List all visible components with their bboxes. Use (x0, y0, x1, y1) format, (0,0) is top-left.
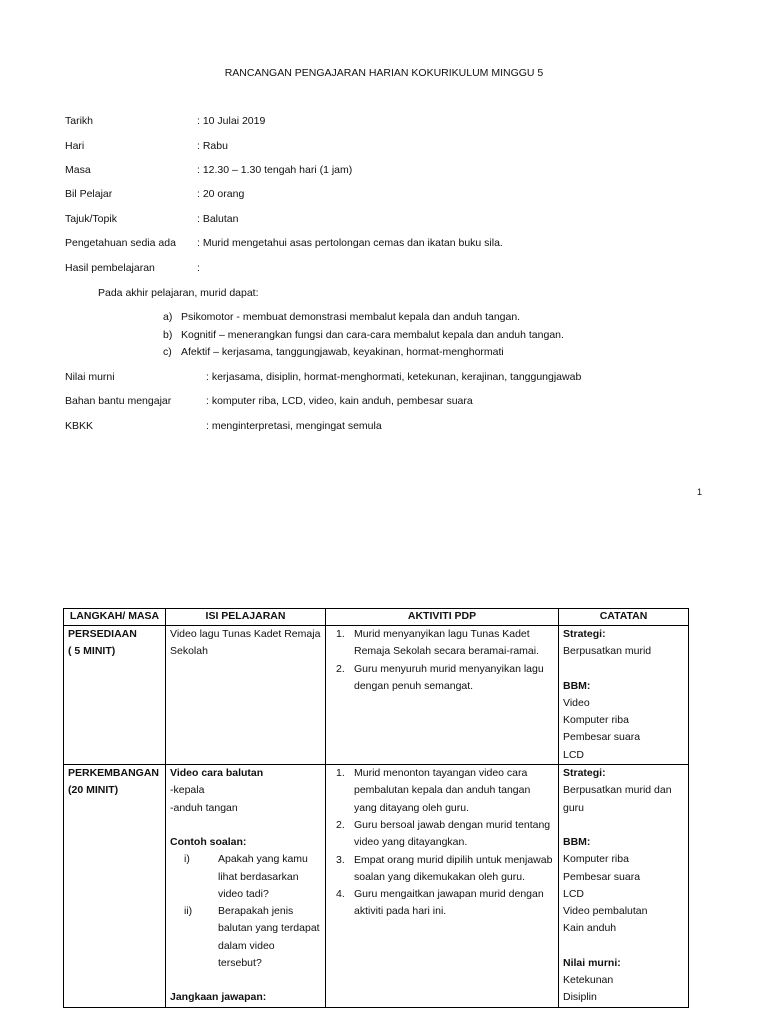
objective-marker: a) (163, 311, 173, 323)
content-cell (166, 765, 326, 1008)
objective-marker: b) (163, 329, 173, 341)
content-item: -kepala (170, 784, 205, 797)
values-label: Nilai murni: (563, 956, 621, 969)
field-kbkk-label: KBKK (65, 420, 94, 432)
item-number: 4. (336, 888, 345, 901)
header-notes: CATATAN (559, 609, 689, 626)
lesson-plan-table (63, 608, 689, 1008)
bbm-item: Komputer riba (563, 714, 629, 727)
header-activities: AKTIVITI PDP (326, 609, 559, 626)
field-topic-label: Tajuk/Topik (65, 213, 117, 225)
step-time: ( 5 MINIT) (68, 645, 116, 658)
strategy-label: Strategi: (563, 767, 606, 780)
item-number: 1. (336, 628, 345, 640)
field-day-value: : Rabu (197, 140, 228, 152)
values-item: Disiplin (563, 991, 597, 1004)
item-text: Empat orang murid dipilih untuk menjawab soalan yang dikemukakan oleh guru. (354, 853, 553, 883)
objective-item (163, 311, 520, 323)
bbm-item: Kain anduh (563, 922, 617, 935)
objectives-intro: Pada akhir pelajaran, murid dapat: (98, 287, 259, 299)
field-values-label: Nilai murni (65, 371, 115, 383)
activity-list (330, 626, 554, 695)
step-time: (20 MINIT) (68, 784, 119, 797)
item-number: 3. (336, 853, 345, 866)
item-number: 2. (336, 818, 345, 831)
bbm-item: Pembesar suara (563, 731, 641, 744)
item-number: 2. (336, 662, 345, 675)
objective-text: Psikomotor - membuat demonstrasi membalut kepala dan anduh tangan. (181, 311, 521, 323)
table-header-row (64, 609, 689, 626)
bbm-item: LCD (563, 748, 585, 761)
step-name: PERKEMBANGAN (68, 767, 160, 780)
objective-text: Kognitif – menerangkan fungsi dan cara-cara membalut kepala dan anduh tangan. (181, 329, 564, 341)
list-item (330, 765, 554, 817)
table-row (64, 765, 689, 1008)
bbm-item: Pembesar suara (563, 870, 641, 883)
bbm-label: BBM: (563, 679, 591, 692)
field-prior-knowledge-value: : Murid mengetahui asas pertolongan cemas dan ikatan buku sila. (197, 237, 503, 249)
header-content: ISI PELAJARAN (166, 609, 326, 626)
item-text: Guru bersoal jawab dengan murid tentang video yang ditayangkan. (354, 818, 551, 849)
question-item (170, 851, 321, 903)
page-number: 1 (697, 487, 703, 497)
content-title: Video cara balutan (170, 767, 264, 780)
question-number: ii) (184, 905, 193, 918)
item-text: Guru mengaitkan jawapan murid dengan aktiviti pada hari ini. (354, 888, 544, 918)
field-kbkk-value: : menginterpretasi, mengingat semula (206, 420, 382, 432)
objective-item (163, 329, 564, 341)
field-values-value: : kerjasama, disiplin, hormat-menghormati, ketekunan, kerajinan, tanggungjawab (206, 371, 582, 383)
objective-text: Afektif – kerjasama, tanggungjawab, keyakinan, hormat-menghormati (181, 346, 504, 358)
field-date-value: : 10 Julai 2019 (197, 115, 266, 127)
field-time-value: : 12.30 – 1.30 tengah hari (1 jam) (197, 164, 353, 176)
question-text: Apakah yang kamu lihat berdasarkan video tadi? (218, 853, 308, 900)
field-students-value: : 20 orang (197, 188, 245, 200)
content-text: Video lagu Tunas Kadet Remaja Sekolah (170, 628, 321, 658)
item-text: Murid menonton tayangan video cara pembalutan kepala dan anduh tangan yang ditayang oleh guru. (354, 767, 531, 814)
content-cell (166, 626, 326, 765)
notes-cell (559, 765, 689, 1008)
item-number: 1. (336, 767, 345, 780)
list-item (330, 626, 554, 661)
objective-marker: c) (163, 346, 172, 358)
table-row (64, 626, 689, 765)
questions-label: Contoh soalan: (170, 835, 247, 848)
field-outcomes-label: Hasil pembelajaran (65, 262, 155, 274)
field-date-label: Tarikh (65, 115, 94, 127)
activities-cell (326, 626, 559, 765)
strategy-label: Strategi: (563, 628, 606, 640)
list-item (330, 817, 554, 852)
step-cell (64, 765, 166, 1008)
field-materials-label: Bahan bantu mengajar (65, 395, 172, 407)
activity-list (330, 765, 554, 921)
item-text: Guru menyuruh murid menyanyikan lagu dengan penuh semangat. (354, 662, 544, 692)
notes-cell (559, 626, 689, 765)
values-item: Ketekunan (563, 974, 614, 987)
list-item (330, 661, 554, 696)
content-item: -anduh tangan (170, 801, 238, 814)
bbm-label: BBM: (563, 835, 591, 848)
objective-item (163, 346, 504, 358)
field-prior-knowledge-label: Pengetahuan sedia ada (65, 237, 176, 249)
bbm-item: LCD (563, 887, 585, 900)
field-topic-value: : Balutan (197, 213, 239, 225)
bbm-item: Komputer riba (563, 853, 629, 866)
step-cell (64, 626, 166, 765)
question-text: Berapakah jenis balutan yang terdapat dalam video tersebut? (218, 905, 320, 970)
header-step-time: LANGKAH/ MASA (64, 609, 166, 626)
strategy-text: Berpusatkan murid dan guru (563, 784, 672, 814)
question-number: i) (184, 853, 190, 866)
activities-cell (326, 765, 559, 1008)
field-day-label: Hari (65, 140, 85, 152)
field-outcomes-value: : (197, 262, 200, 274)
field-students-label: Bil Pelajar (65, 188, 113, 200)
step-name: PERSEDIAAN (68, 628, 137, 640)
item-text: Murid menyanyikan lagu Tunas Kadet Remaja Sekolah secara beramai-ramai. (354, 628, 539, 658)
list-item (330, 886, 554, 921)
bbm-item: Video pembalutan (563, 905, 648, 918)
document-title: RANCANGAN PENGAJARAN HARIAN KOKURIKULUM MINGGU 5 (224, 67, 544, 79)
bbm-item: Video (563, 696, 590, 709)
answers-label: Jangkaan jawapan: (170, 991, 267, 1004)
question-item (170, 903, 321, 972)
strategy-text: Berpusatkan murid (563, 645, 652, 658)
field-materials-value: : komputer riba, LCD, video, kain anduh, pembesar suara (206, 395, 473, 407)
field-time-label: Masa (65, 164, 91, 176)
list-item (330, 852, 554, 887)
